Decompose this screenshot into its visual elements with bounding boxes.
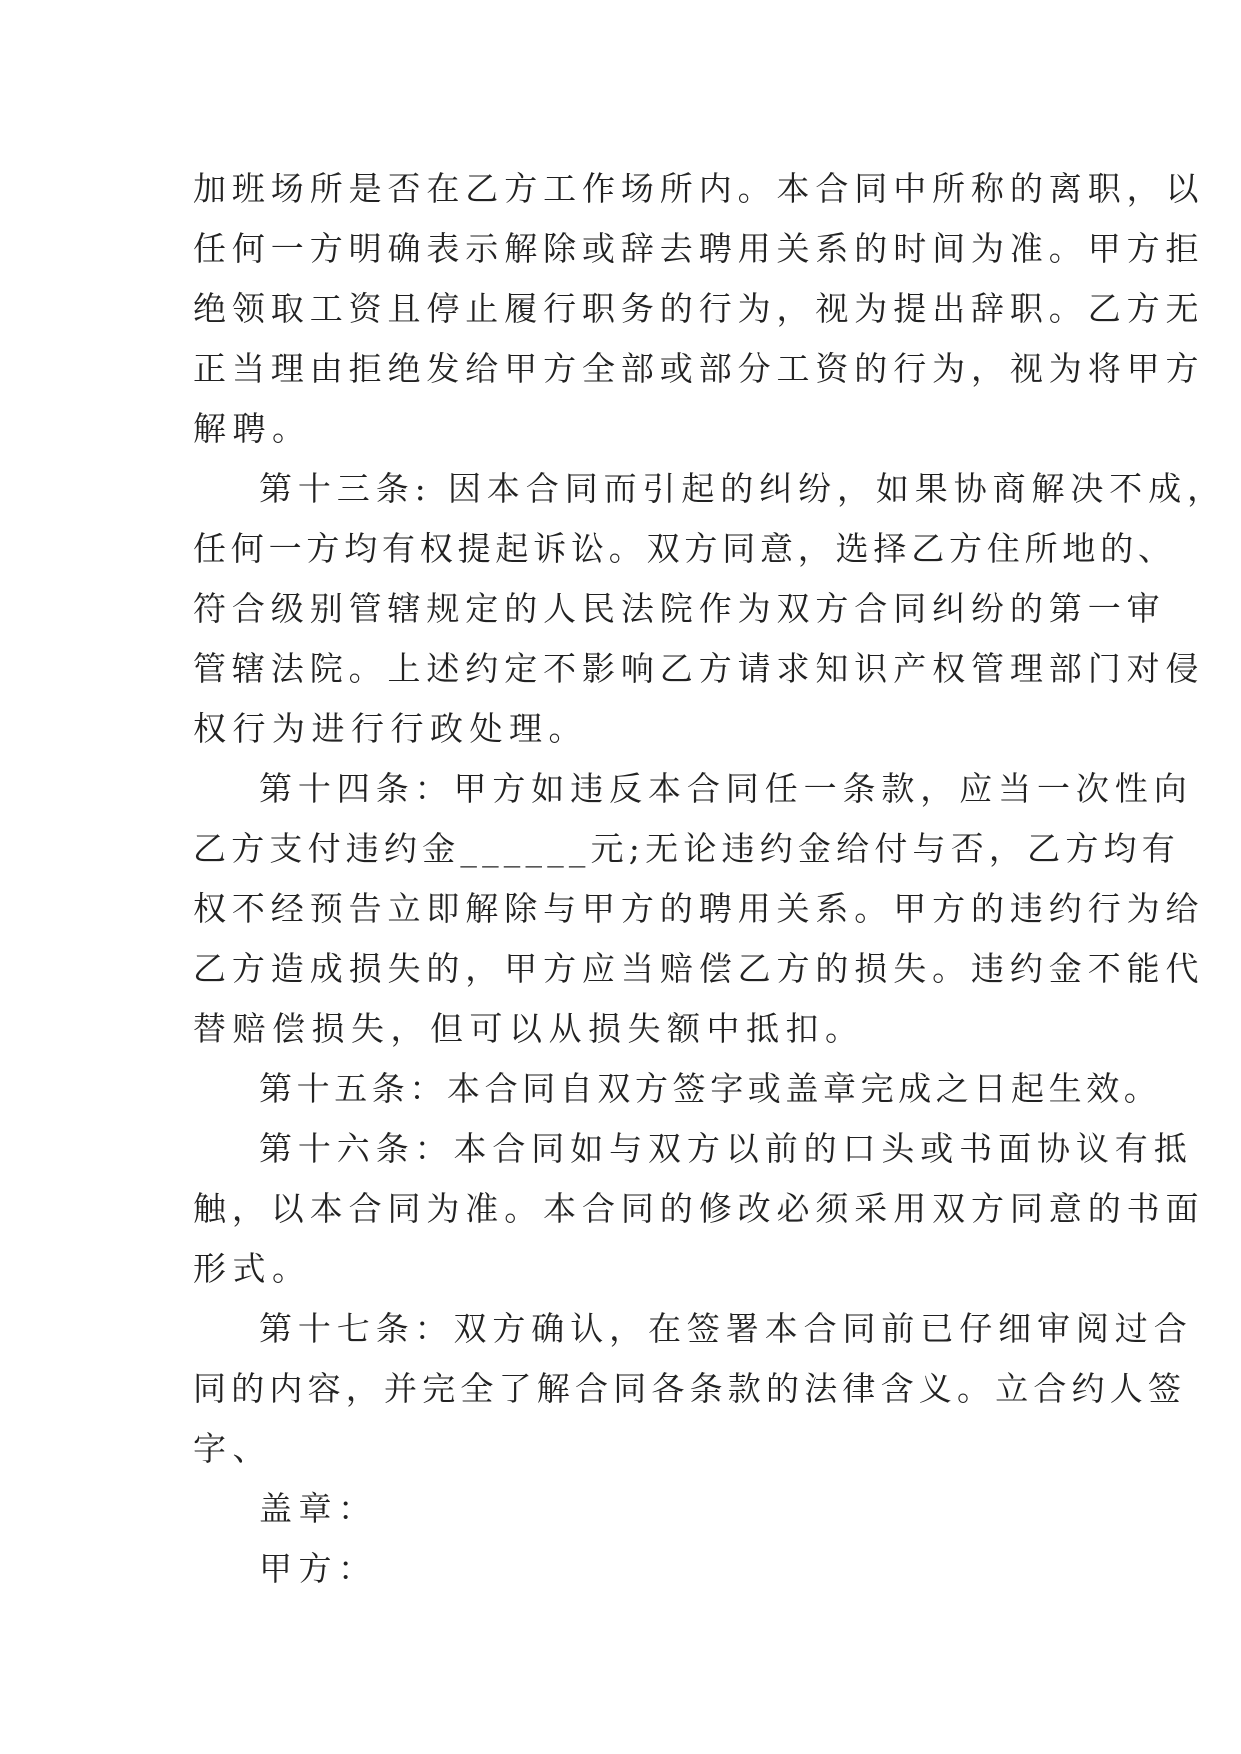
clause-16-start: 第十六条：本合同如与双方以前的口头或书面协议有抵: [259, 1129, 1193, 1168]
document-body: [193, 159, 1227, 1599]
text-line: 绝领取工资且停止履行职务的行为，视为提出辞职。乙方无: [193, 289, 1205, 328]
seal-label: 盖章：: [259, 1489, 378, 1528]
clause-17-start: 第十七条：双方确认，在签署本合同前已仔细审阅过合: [259, 1309, 1193, 1348]
text-line: 乙方造成损失的，甲方应当赔偿乙方的损失。违约金不能代: [193, 949, 1205, 988]
text-line: 替赔偿损失，但可以从损失额中抵扣。: [193, 1009, 865, 1048]
text-line: 解聘。: [193, 409, 312, 448]
text-line-penalty-amount: 乙方支付违约金______元;无论违约金给付与否，乙方均有: [193, 829, 1180, 868]
clause-13-start: 第十三条: 因本合同而引起的纠纷，如果协商解决不成，: [259, 469, 1227, 508]
clause-15: 第十五条：本合同自双方签字或盖章完成之日起生效。: [259, 1069, 1162, 1108]
text-line: 任何一方均有权提起诉讼。双方同意，选择乙方住所地的、: [193, 529, 1176, 568]
clause-14-start: 第十四条：甲方如违反本合同任一条款，应当一次性向: [259, 769, 1193, 808]
text-line: 形式。: [193, 1249, 312, 1288]
text-line: 触，以本合同为准。本合同的修改必须采用双方同意的书面: [193, 1189, 1205, 1228]
text-line: 同的内容，并完全了解合同各条款的法律含义。立合约人签: [193, 1369, 1187, 1408]
text-line: 任何一方明确表示解除或辞去聘用关系的时间为准。甲方拒: [193, 229, 1205, 268]
text-line: 字、: [193, 1429, 272, 1468]
text-line: 正当理由拒绝发给甲方全部或部分工资的行为，视为将甲方: [193, 349, 1205, 388]
text-line: 权不经预告立即解除与甲方的聘用关系。甲方的违约行为给: [193, 889, 1205, 928]
text-line: 管辖法院。上述约定不影响乙方请求知识产权管理部门对侵: [193, 649, 1205, 688]
party-a-label: 甲方：: [259, 1549, 378, 1588]
text-line: 符合级别管辖规定的人民法院作为双方合同纠纷的第一审: [193, 589, 1166, 628]
text-line: 权行为进行行政处理。: [193, 709, 588, 748]
text-line: 加班场所是否在乙方工作场所内。本合同中所称的离职，以: [193, 169, 1205, 208]
